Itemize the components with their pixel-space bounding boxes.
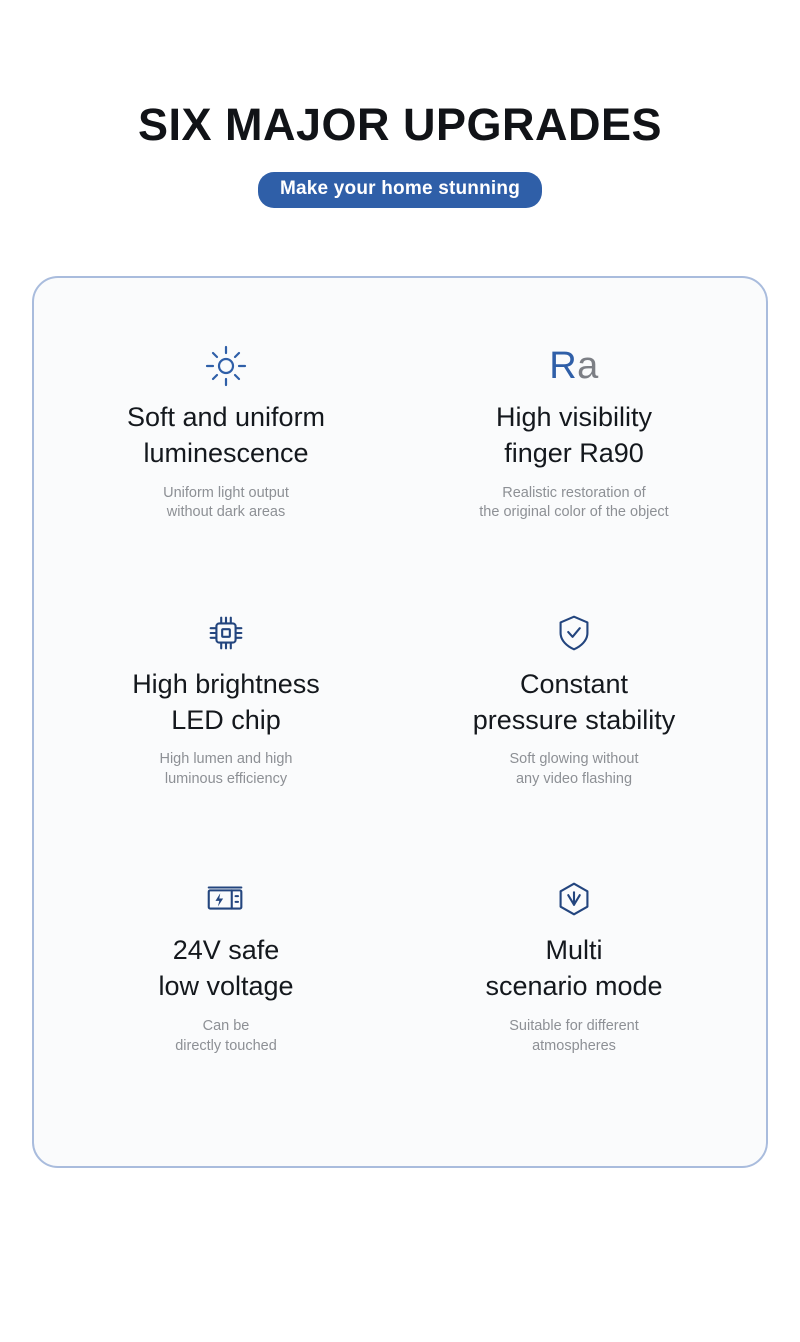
- feature-title-line: High brightness: [132, 668, 320, 699]
- features-card: [32, 276, 768, 1168]
- hexagon-mode-icon: [551, 873, 597, 925]
- feature-desc-line: without dark areas: [166, 504, 286, 521]
- feature-title-line: 24V safe: [172, 935, 280, 966]
- feature-title-line: scenario mode: [485, 971, 663, 1002]
- ra-icon-r: R: [549, 345, 578, 387]
- feature-desc-line: luminous efficiency: [164, 771, 288, 788]
- feature-description: [159, 750, 292, 789]
- battery-bolt-icon: [201, 873, 251, 925]
- feature-desc-line: High lumen and high: [159, 751, 293, 768]
- feature-desc-line: Realistic restoration of: [502, 484, 646, 501]
- ra-icon-a: a: [577, 345, 599, 387]
- feature-title-line: pressure stability: [472, 704, 676, 735]
- feature-description: [163, 484, 289, 523]
- feature-desc-line: the original color of the object: [479, 504, 669, 521]
- chip-icon: [203, 607, 249, 659]
- page-title: SIX MAJOR UPGRADES: [137, 99, 663, 150]
- feature-item: [52, 593, 400, 860]
- subtitle-container: [0, 172, 800, 209]
- feature-item: [400, 593, 748, 860]
- feature-title: [132, 667, 320, 739]
- feature-description: [479, 484, 668, 523]
- ra-icon-text: [549, 347, 599, 385]
- feature-desc-line: Can be: [202, 1018, 250, 1035]
- feature-title-line: luminescence: [143, 437, 309, 468]
- feature-desc-line: Suitable for different: [509, 1018, 639, 1035]
- feature-item: [52, 326, 400, 593]
- feature-item: [400, 859, 748, 1126]
- feature-title-line: LED chip: [171, 704, 281, 735]
- features-grid: [34, 278, 766, 1166]
- feature-desc-line: Soft glowing without: [509, 751, 639, 768]
- feature-description: [510, 750, 639, 789]
- feature-desc-line: Uniform light output: [163, 484, 289, 501]
- feature-item: [52, 859, 400, 1126]
- feature-title: [127, 400, 325, 472]
- feature-title-line: low voltage: [158, 971, 294, 1002]
- feature-title: [473, 667, 676, 739]
- feature-title-line: Soft and uniform: [126, 402, 326, 432]
- ra-text-icon: [549, 340, 599, 392]
- feature-description: [509, 1017, 639, 1056]
- feature-title: [485, 933, 662, 1005]
- feature-item: [400, 326, 748, 593]
- feature-title-line: Constant: [519, 668, 629, 699]
- feature-desc-line: any video flashing: [515, 771, 633, 788]
- feature-title: [496, 400, 652, 472]
- sun-icon: [202, 340, 250, 392]
- feature-title-line: High visibility: [495, 402, 653, 432]
- feature-title-line: finger Ra90: [504, 437, 644, 468]
- subtitle-badge: Make your home stunning: [258, 172, 542, 209]
- feature-description: [175, 1017, 277, 1056]
- feature-title-line: Multi: [545, 935, 603, 966]
- feature-desc-line: atmospheres: [532, 1037, 616, 1054]
- shield-check-icon: [551, 607, 597, 659]
- feature-desc-line: directly touched: [175, 1037, 277, 1054]
- feature-title: [158, 933, 293, 1005]
